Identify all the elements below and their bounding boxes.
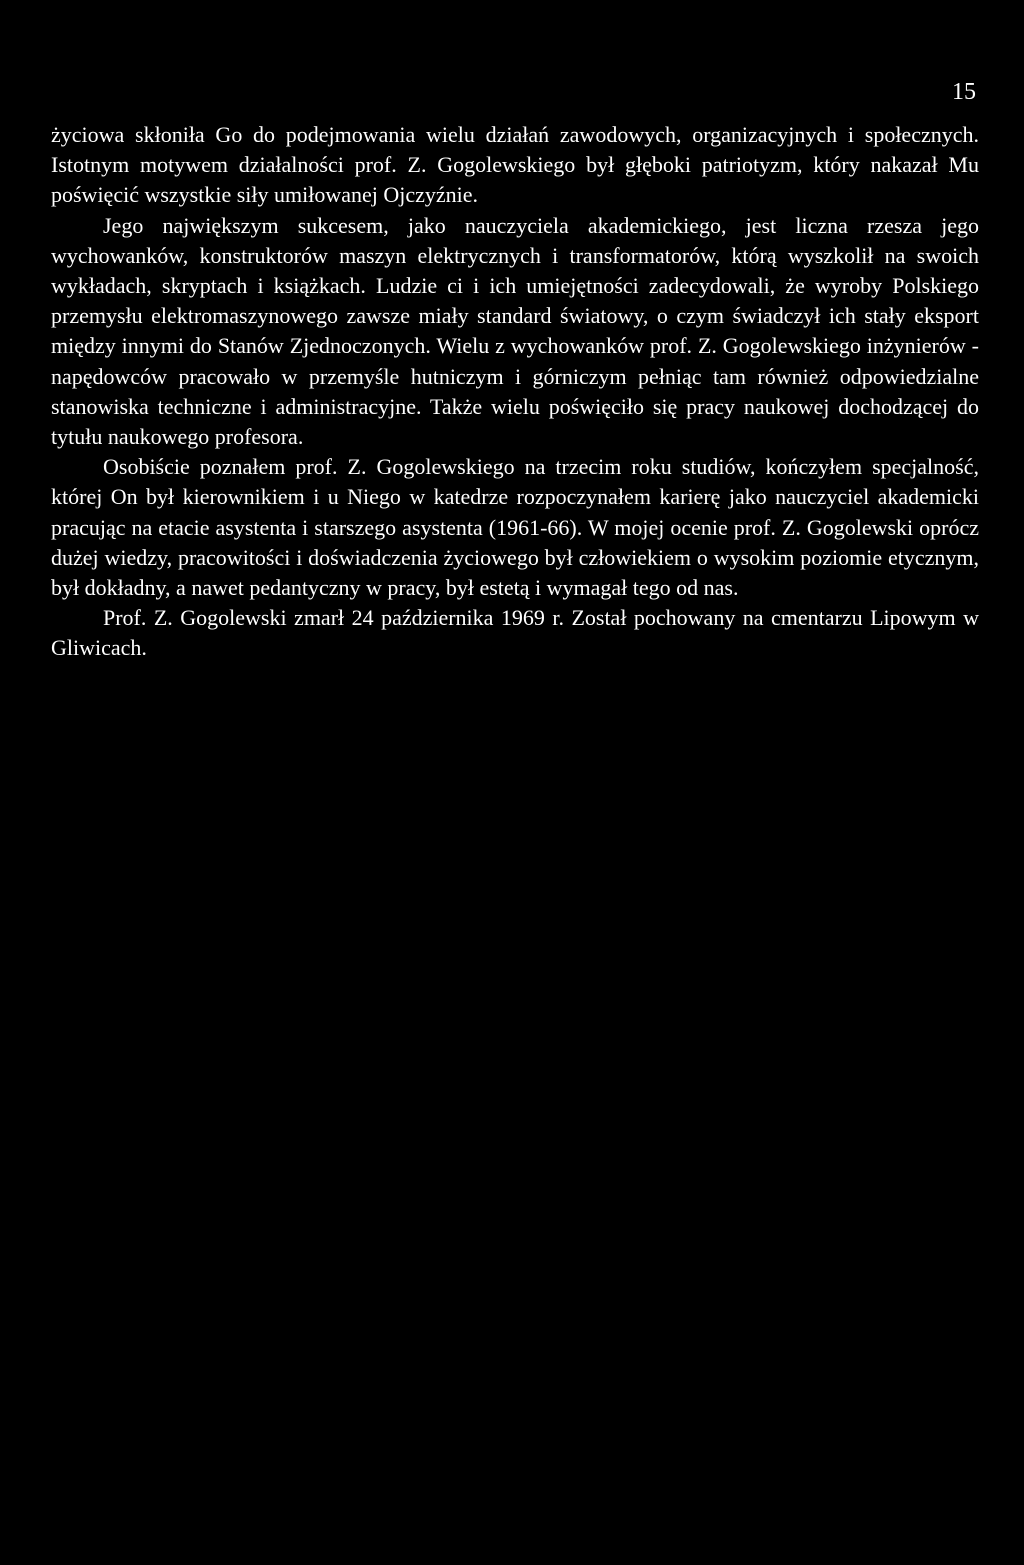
page-number: 15: [952, 79, 976, 105]
paragraph-2: Jego największym sukcesem, jako nauczyciela akademickiego, jest liczna rzesza jego wychowanków, konstruktorów maszyn elektrycznych i transformatorów, którą wyszkolił na swoich wykładach, skryptach i książkach. Ludzie ci i ich umiejętności zadecydowali, że wyroby Polskiego przemysłu elektromaszynowego zawsze miały standard światowy, o czym świadczył ich stały eksport między innymi do Stanów Zjednoczonych. Wielu z wychowanków prof. Z. Gogolewskiego inżynierów - napędowców pracowało w przemyśle hutniczym i górniczym pełniąc tam również odpowiedzialne stanowiska techniczne i administracyjne. Także wielu poświęciło się pracy naukowej dochodzącej do tytułu naukowego profesora.: [51, 212, 979, 450]
paragraph-1: życiowa skłoniła Go do podejmowania wielu działań zawodowych, organizacyjnych i społecznych. Istotnym motywem działalności prof. Z. Gogolewskiego był głęboki patriotyzm, który nakazał Mu poświęcić wszystkie siły umiłowanej Ojczyźnie.: [51, 122, 979, 208]
body-text: [51, 120, 979, 664]
paragraph-4: Prof. Z. Gogolewski zmarł 24 października 1969 r. Został pochowany na cmentarzu Lipowym w Gliwicach.: [51, 605, 979, 661]
paragraph-3: Osobiście poznałem prof. Z. Gogolewskiego na trzecim roku studiów, kończyłem specjalność, której On był kierownikiem i u Niego w katedrze rozpoczynałem karierę jako nauczyciel akademicki pracując na etacie asystenta i starszego asystenta (1961-66). W mojej ocenie prof. Z. Gogolewski oprócz dużej wiedzy, pracowitości i doświadczenia życiowego był człowiekiem o wysokim poziomie etycznym, był dokładny, a nawet pedantyczny w pracy, był estetą i wymagał tego od nas.: [51, 454, 979, 601]
